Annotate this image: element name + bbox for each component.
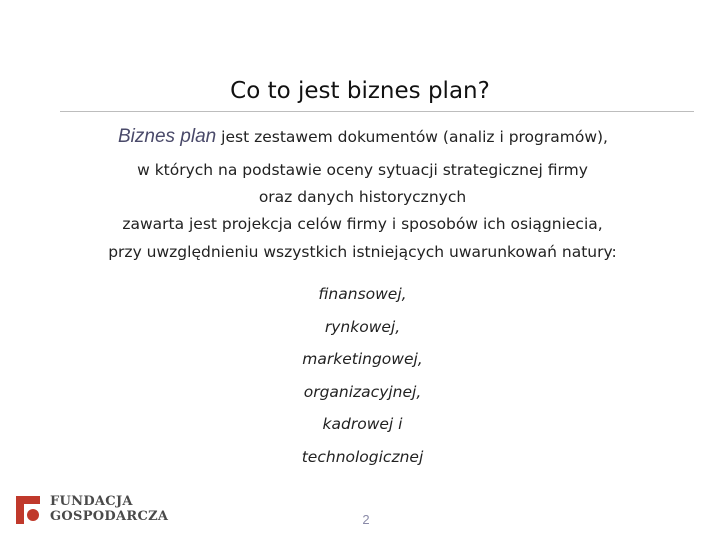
list-item-technologicznej: technologicznej [301,448,424,466]
slide-title: Co to jest biznes plan? [230,78,490,104]
list-item-marketingowej: marketingowej, [302,350,423,368]
list-item-finansowej: finansowej, [318,285,407,303]
body-line-3: zawarta jest projekcja celów firmy i sposobów ich osiągniecia, [122,215,603,233]
fundacja-logo-mark-icon [16,496,42,524]
body-line-2: oraz danych historycznych [258,188,467,206]
list-item-organizacyjnej: organizacyjnej, [303,383,422,401]
intro-term: Biznes plan [118,126,217,147]
logo-line-1: FUNDACJA [50,494,133,509]
body-line-4: przy uwzględnieniu wszystkich istniejących uwarunkowań natury: [108,243,617,261]
logo-text [50,494,168,524]
body-line-1: w których na podstawie oceny sytuacji strategicznej firmy [137,161,588,179]
list-item-kadrowej: kadrowej i [322,415,403,433]
title-divider [60,111,694,112]
page-number: 2 [362,512,370,527]
intro-line [118,126,608,148]
logo-line-2: GOSPODARCZA [50,509,169,524]
fundacja-logo [16,494,176,526]
list-item-rynkowej: rynkowej, [324,318,401,336]
intro-rest: jest zestawem dokumentów (analiz i programów), [216,128,608,146]
